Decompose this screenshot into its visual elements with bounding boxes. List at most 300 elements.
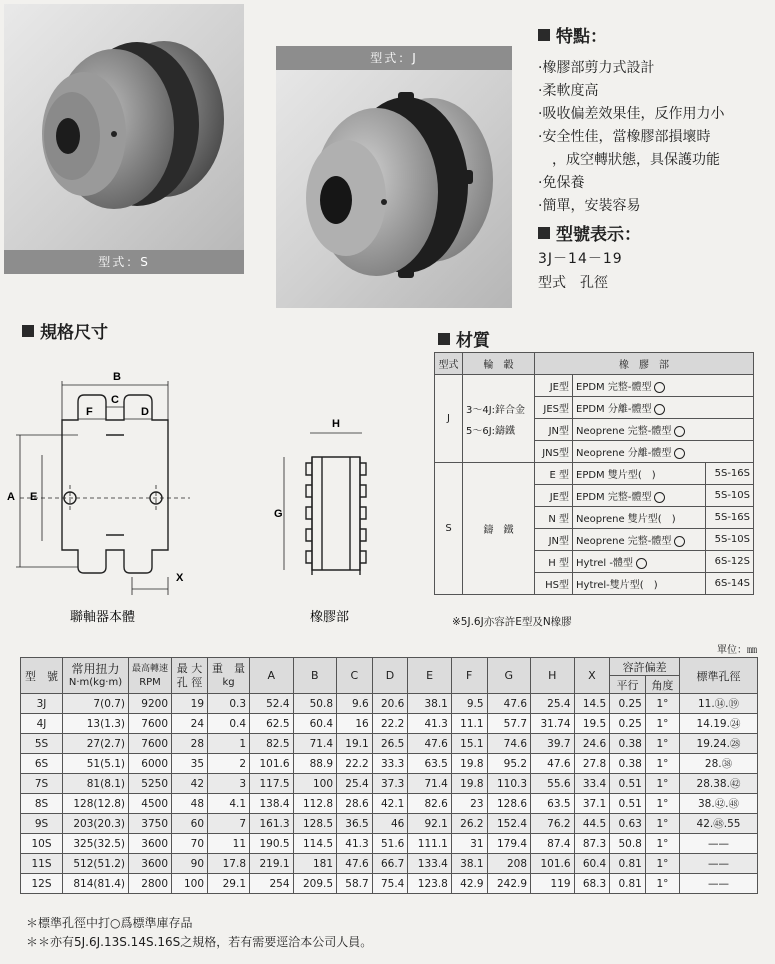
spec-cell: 9.6 xyxy=(337,694,373,714)
spec-cell: 39.7 xyxy=(531,734,575,754)
mat-model: N 型 xyxy=(535,507,573,529)
col-g: G xyxy=(487,658,531,694)
mat-range: 5S-16S xyxy=(705,463,753,485)
col-bore-l2: 孔 徑 xyxy=(176,675,203,689)
spec-cell: 42.9 xyxy=(451,874,487,894)
spec-cell: 52.4 xyxy=(250,694,294,714)
col-torque xyxy=(63,658,129,694)
spec-cell: 48 xyxy=(172,794,208,814)
spec-table-body xyxy=(21,694,758,894)
spec-cell: 63.5 xyxy=(531,794,575,814)
mat-range: 6S-14S xyxy=(705,573,753,595)
spec-cell: 112.8 xyxy=(293,794,337,814)
spec-cell: 208 xyxy=(487,854,531,874)
spec-cell: 55.6 xyxy=(531,774,575,794)
dim-label-h: H xyxy=(332,418,340,430)
spec-cell: 7600 xyxy=(129,734,172,754)
spec-cell: 13(1.3) xyxy=(63,714,129,734)
spec-cell: 16 xyxy=(337,714,373,734)
spec-cell: 22.2 xyxy=(372,714,408,734)
spec-cell: 0.4 xyxy=(208,714,250,734)
spec-cell: 242.9 xyxy=(487,874,531,894)
dim-label-g: G xyxy=(274,508,283,520)
circle-mark-icon xyxy=(674,448,685,459)
spec-cell: 19.8 xyxy=(451,754,487,774)
circle-mark-icon xyxy=(654,404,665,415)
caption-rubber-part: 橡膠部 xyxy=(310,610,350,625)
spec-cell: 4J xyxy=(21,714,63,734)
spec-cell: 28.38.㊷ xyxy=(680,774,758,794)
col-x: X xyxy=(574,658,610,694)
spec-cell: 152.4 xyxy=(487,814,531,834)
spec-cell: 9S xyxy=(21,814,63,834)
spec-cell: 47.6 xyxy=(487,694,531,714)
spec-cell: 2800 xyxy=(129,874,172,894)
spec-cell: 1 xyxy=(208,734,250,754)
spec-cell: 36.5 xyxy=(337,814,373,834)
spec-cell: 75.4 xyxy=(372,874,408,894)
mat-range: 5S-16S xyxy=(705,507,753,529)
mat-range: 5S-10S xyxy=(705,485,753,507)
spec-cell: 0.25 xyxy=(610,714,646,734)
spec-cell: 26.2 xyxy=(451,814,487,834)
spec-cell: 44.5 xyxy=(574,814,610,834)
spec-cell: —— xyxy=(680,854,758,874)
spec-row xyxy=(21,714,758,734)
spec-cell: 100 xyxy=(172,874,208,894)
col-bore-l1: 最 大 xyxy=(176,661,203,675)
spec-cell: 512(51.2) xyxy=(63,854,129,874)
spec-cell: 11 xyxy=(208,834,250,854)
mat-desc-text: EPDM 完整-體型 xyxy=(576,382,652,393)
spec-cell: 50.8 xyxy=(293,694,337,714)
spec-cell: 128.6 xyxy=(487,794,531,814)
spec-cell: 37.3 xyxy=(372,774,408,794)
features-heading xyxy=(538,22,770,47)
spec-cell: 63.5 xyxy=(408,754,452,774)
spec-cell: 7(0.7) xyxy=(63,694,129,714)
feature-item: ·安全性佳，當橡膠部損壞時 xyxy=(538,129,711,145)
dim-label-f: F xyxy=(86,406,93,418)
col-std-bore: 標準孔徑 xyxy=(680,658,758,694)
model-title: 型號表示： xyxy=(556,225,641,245)
spec-cell: 100 xyxy=(293,774,337,794)
spec-cell: 87.4 xyxy=(531,834,575,854)
col-weight xyxy=(208,658,250,694)
col-f: F xyxy=(451,658,487,694)
spec-cell: 14.19.㉔ xyxy=(680,714,758,734)
spec-cell: 219.1 xyxy=(250,854,294,874)
spec-cell: 110.3 xyxy=(487,774,531,794)
mat-desc: Neoprene 雙片型( ) xyxy=(573,507,706,529)
spec-cell: 0.63 xyxy=(610,814,646,834)
dim-label-c: C xyxy=(111,394,119,406)
spec-cell: 81(8.1) xyxy=(63,774,129,794)
mat-desc-text: Neoprene 完整-體型 xyxy=(576,426,672,437)
spec-cell: 42.1 xyxy=(372,794,408,814)
spec-cell: 38.1 xyxy=(451,854,487,874)
mat-hub-j-line1: 3～4J:鋅合金 xyxy=(466,404,526,416)
spec-cell: 11.1 xyxy=(451,714,487,734)
spec-cell: 38.1 xyxy=(408,694,452,714)
spec-row xyxy=(21,694,758,714)
spec-cell: 33.3 xyxy=(372,754,408,774)
spec-cell: 0.38 xyxy=(610,734,646,754)
spec-cell: 14.5 xyxy=(574,694,610,714)
spec-cell: 95.2 xyxy=(487,754,531,774)
spec-cell: 814(81.4) xyxy=(63,874,129,894)
col-e: E xyxy=(408,658,452,694)
spec-cell: 70 xyxy=(172,834,208,854)
spec-cell: 1° xyxy=(645,714,679,734)
spec-cell: 6S xyxy=(21,754,63,774)
spec-cell: 33.4 xyxy=(574,774,610,794)
col-weight-l1: 重 量 xyxy=(212,661,246,675)
spec-cell: 1° xyxy=(645,794,679,814)
spec-cell: 119 xyxy=(531,874,575,894)
spec-cell: 37.1 xyxy=(574,794,610,814)
spec-cell: 12S xyxy=(21,874,63,894)
spec-cell: 111.1 xyxy=(408,834,452,854)
feature-item: ·免保養 xyxy=(538,175,585,191)
col-tolerance: 容許偏差 xyxy=(610,658,680,676)
spec-cell: 138.4 xyxy=(250,794,294,814)
mat-desc xyxy=(573,397,754,419)
spec-cell: 19.1 xyxy=(337,734,373,754)
material-note: ※5J.6J亦容許E型及N橡膠 xyxy=(452,616,572,628)
spec-cell: 47.6 xyxy=(408,734,452,754)
spec-cell: 254 xyxy=(250,874,294,894)
spec-cell: 90 xyxy=(172,854,208,874)
spec-cell: 71.4 xyxy=(293,734,337,754)
spec-cell: 76.2 xyxy=(531,814,575,834)
spec-cell: 24.6 xyxy=(574,734,610,754)
col-bore xyxy=(172,658,208,694)
col-weight-l2: kg xyxy=(222,676,235,688)
spec-cell: 28 xyxy=(172,734,208,754)
spec-cell: 5S xyxy=(21,734,63,754)
spec-cell: —— xyxy=(680,834,758,854)
coupling-s-image xyxy=(4,4,244,250)
spec-cell: 3750 xyxy=(129,814,172,834)
spec-cell: 31.74 xyxy=(531,714,575,734)
spec-cell: 11S xyxy=(21,854,63,874)
spec-cell: 1° xyxy=(645,874,679,894)
spec-cell: 22.2 xyxy=(337,754,373,774)
features-title: 特點： xyxy=(556,27,607,47)
mat-desc xyxy=(573,441,754,463)
spec-cell: 19.5 xyxy=(574,714,610,734)
spec-cell: 0.38 xyxy=(610,754,646,774)
spec-cell: 57.7 xyxy=(487,714,531,734)
spec-cell: 10S xyxy=(21,834,63,854)
square-bullet-icon xyxy=(438,333,450,345)
footnote-other-sizes: ＊＊亦有5J.6J.13S.14S.16S之規格，若有需要逕洽本公司人員。 xyxy=(26,935,373,949)
col-rpm-l1: 最高轉速 xyxy=(132,663,169,674)
circle-mark-icon xyxy=(674,426,685,437)
spec-row xyxy=(21,874,758,894)
dim-label-a: A xyxy=(7,491,15,503)
spec-cell: 28.6 xyxy=(337,794,373,814)
spec-cell: 58.7 xyxy=(337,874,373,894)
spec-cell: 92.1 xyxy=(408,814,452,834)
mat-model: JNS型 xyxy=(535,441,573,463)
mat-desc-text: EPDM 分離-體型 xyxy=(576,404,652,415)
spec-row xyxy=(21,774,758,794)
mat-desc xyxy=(573,551,706,573)
feature-item: ·簡單，安裝容易 xyxy=(538,198,641,214)
unit-label: 單位：㎜ xyxy=(717,645,757,656)
model-legend: 型式 孔徑 xyxy=(538,275,608,291)
spec-cell: 1° xyxy=(645,734,679,754)
spec-row xyxy=(21,754,758,774)
mat-model: JN型 xyxy=(535,419,573,441)
col-angle: 角度 xyxy=(645,676,679,694)
spec-cell: 50.8 xyxy=(610,834,646,854)
spec-cell: 190.5 xyxy=(250,834,294,854)
mat-hub-j-line2: 5～6J:鑄鐵 xyxy=(466,425,516,437)
feature-item: ·柔軟度高 xyxy=(538,83,599,99)
spec-cell: 161.3 xyxy=(250,814,294,834)
photo-s-label: 型式：S xyxy=(4,250,244,274)
spec-cell: 51.6 xyxy=(372,834,408,854)
mat-desc-text: Neoprene 分離-體型 xyxy=(576,448,672,459)
spec-cell: 31 xyxy=(451,834,487,854)
dim-label-d: D xyxy=(141,406,149,418)
mat-range: 6S-12S xyxy=(705,551,753,573)
spec-cell: 25.4 xyxy=(337,774,373,794)
spec-row xyxy=(21,734,758,754)
spec-cell: 74.6 xyxy=(487,734,531,754)
square-bullet-icon xyxy=(538,29,550,41)
mat-desc xyxy=(573,529,706,551)
spec-cell: 15.1 xyxy=(451,734,487,754)
col-model: 型 號 xyxy=(21,658,63,694)
spec-cell: 19.24.㉘ xyxy=(680,734,758,754)
mat-header-type: 型式 xyxy=(435,353,463,375)
col-rpm xyxy=(129,658,172,694)
photo-type-j xyxy=(276,46,512,308)
spec-cell: 114.5 xyxy=(293,834,337,854)
spec-cell: 1° xyxy=(645,774,679,794)
mat-desc-text: Neoprene 完整-體型 xyxy=(576,536,672,547)
spec-cell: 0.81 xyxy=(610,874,646,894)
spec-cell: 51(5.1) xyxy=(63,754,129,774)
spec-cell: 101.6 xyxy=(250,754,294,774)
spec-cell: 5250 xyxy=(129,774,172,794)
caption-coupling-body: 聯軸器本體 xyxy=(70,610,136,625)
mat-header-rubber: 橡 膠 部 xyxy=(535,353,754,375)
spec-cell: 24 xyxy=(172,714,208,734)
spec-cell: 3J xyxy=(21,694,63,714)
mat-range: 5S-10S xyxy=(705,529,753,551)
spec-cell: 1° xyxy=(645,694,679,714)
circle-mark-icon xyxy=(636,558,647,569)
spec-cell: 71.4 xyxy=(408,774,452,794)
spec-row xyxy=(21,854,758,874)
spec-cell: 7600 xyxy=(129,714,172,734)
col-torque-l2: N·m(kg·m) xyxy=(68,676,123,688)
mat-desc-text: EPDM 完整-體型 xyxy=(576,492,652,503)
spec-cell: 179.4 xyxy=(487,834,531,854)
col-torque-l1: 常用扭力 xyxy=(71,661,120,676)
photo-type-s xyxy=(4,4,244,274)
spec-cell: 25.4 xyxy=(531,694,575,714)
mat-type-s: S xyxy=(435,463,463,595)
spec-table xyxy=(20,657,758,894)
spec-cell: 20.6 xyxy=(372,694,408,714)
model-code: 3J－14－19 xyxy=(538,251,623,267)
spec-cell: 82.6 xyxy=(408,794,452,814)
mat-model: JE型 xyxy=(535,485,573,507)
spec-cell: 128(12.8) xyxy=(63,794,129,814)
col-rpm-l2: RPM xyxy=(139,676,161,688)
spec-cell: 38.㊷.㊽ xyxy=(680,794,758,814)
spec-cell: 3600 xyxy=(129,834,172,854)
spec-row xyxy=(21,794,758,814)
spec-heading xyxy=(22,318,108,343)
spec-cell: 181 xyxy=(293,854,337,874)
dim-label-x: X xyxy=(176,572,184,584)
spec-cell: 9200 xyxy=(129,694,172,714)
spec-cell: 3 xyxy=(208,774,250,794)
feature-item: ，成空轉狀態，具保護功能 xyxy=(552,152,720,168)
spec-cell: 117.5 xyxy=(250,774,294,794)
spec-cell: 0.51 xyxy=(610,794,646,814)
spec-cell: 26.5 xyxy=(372,734,408,754)
mat-model: H 型 xyxy=(535,551,573,573)
footnotes xyxy=(26,914,372,952)
spec-cell: 0.25 xyxy=(610,694,646,714)
mat-desc xyxy=(573,485,706,507)
spec-cell: 47.6 xyxy=(531,754,575,774)
spec-cell: 7S xyxy=(21,774,63,794)
spec-cell: 27(2.7) xyxy=(63,734,129,754)
coupling-j-image xyxy=(276,70,512,308)
spec-cell: 7 xyxy=(208,814,250,834)
mat-type-j: J xyxy=(435,375,463,463)
features-section xyxy=(538,22,770,292)
spec-cell: 42.㊽.55 xyxy=(680,814,758,834)
spec-cell: 27.8 xyxy=(574,754,610,774)
mat-model: JE型 xyxy=(535,375,573,397)
spec-cell: 17.8 xyxy=(208,854,250,874)
mat-desc xyxy=(573,419,754,441)
spec-cell: 1° xyxy=(645,834,679,854)
material-table xyxy=(434,352,754,595)
dim-label-b: B xyxy=(113,371,121,383)
spec-cell: 0.81 xyxy=(610,854,646,874)
material-title: 材質 xyxy=(456,331,490,351)
spec-cell: 101.6 xyxy=(531,854,575,874)
spec-cell: 3600 xyxy=(129,854,172,874)
spec-cell: 8S xyxy=(21,794,63,814)
spec-cell: 11.⑭.⑲ xyxy=(680,694,758,714)
spec-cell: 60.4 xyxy=(574,854,610,874)
square-bullet-icon xyxy=(22,325,34,337)
mat-hub-j xyxy=(463,375,535,463)
spec-cell: 68.3 xyxy=(574,874,610,894)
spec-cell: 88.9 xyxy=(293,754,337,774)
spec-cell: 1° xyxy=(645,754,679,774)
spec-cell: 60 xyxy=(172,814,208,834)
spec-cell: 46 xyxy=(372,814,408,834)
spec-row xyxy=(21,834,758,854)
footnote-stock: ＊標準孔徑中打○爲標準庫存品 xyxy=(26,916,193,930)
mat-header-hub: 輪 轂 xyxy=(463,353,535,375)
spec-cell: 128.5 xyxy=(293,814,337,834)
mat-desc: Hytrel-雙片型( ) xyxy=(573,573,706,595)
spec-cell: 1° xyxy=(645,854,679,874)
spec-cell: 4500 xyxy=(129,794,172,814)
spec-cell: 2 xyxy=(208,754,250,774)
photo-j-label: 型式：J xyxy=(276,46,512,70)
features-list xyxy=(538,57,770,218)
material-heading xyxy=(438,326,490,351)
spec-row xyxy=(21,814,758,834)
spec-cell: 23 xyxy=(451,794,487,814)
dim-label-e: E xyxy=(30,491,38,503)
spec-cell: 47.6 xyxy=(337,854,373,874)
feature-item: ·橡膠部剪力式設計 xyxy=(538,60,655,76)
spec-cell: 4.1 xyxy=(208,794,250,814)
circle-mark-icon xyxy=(654,492,665,503)
col-d: D xyxy=(372,658,408,694)
mat-model: E 型 xyxy=(535,463,573,485)
dimension-diagram xyxy=(0,345,420,635)
spec-cell: —— xyxy=(680,874,758,894)
mat-desc xyxy=(573,375,754,397)
col-c: C xyxy=(337,658,373,694)
col-b: B xyxy=(293,658,337,694)
circle-mark-icon xyxy=(654,382,665,393)
spec-cell: 41.3 xyxy=(337,834,373,854)
mat-hub-s: 鑄 鐵 xyxy=(463,463,535,595)
spec-title: 規格尺寸 xyxy=(40,323,108,343)
mat-model: JN型 xyxy=(535,529,573,551)
spec-cell: 19.8 xyxy=(451,774,487,794)
spec-cell: 209.5 xyxy=(293,874,337,894)
spec-cell: 203(20.3) xyxy=(63,814,129,834)
col-h: H xyxy=(531,658,575,694)
spec-cell: 62.5 xyxy=(250,714,294,734)
spec-cell: 0.51 xyxy=(610,774,646,794)
spec-cell: 9.5 xyxy=(451,694,487,714)
mat-desc: EPDM 雙片型( ) xyxy=(573,463,706,485)
circle-mark-icon xyxy=(674,536,685,547)
spec-cell: 6000 xyxy=(129,754,172,774)
spec-cell: 60.4 xyxy=(293,714,337,734)
spec-cell: 123.8 xyxy=(408,874,452,894)
model-heading xyxy=(538,220,770,245)
spec-cell: 0.3 xyxy=(208,694,250,714)
mat-desc-text: Hytrel -體型 xyxy=(576,558,633,569)
mat-model: JES型 xyxy=(535,397,573,419)
spec-cell: 28.㊳ xyxy=(680,754,758,774)
spec-cell: 1° xyxy=(645,814,679,834)
square-bullet-icon xyxy=(538,227,550,239)
col-a: A xyxy=(250,658,294,694)
spec-cell: 325(32.5) xyxy=(63,834,129,854)
spec-cell: 42 xyxy=(172,774,208,794)
spec-cell: 29.1 xyxy=(208,874,250,894)
spec-cell: 19 xyxy=(172,694,208,714)
spec-cell: 41.3 xyxy=(408,714,452,734)
spec-cell: 87.3 xyxy=(574,834,610,854)
spec-cell: 133.4 xyxy=(408,854,452,874)
spec-cell: 35 xyxy=(172,754,208,774)
mat-model: HS型 xyxy=(535,573,573,595)
